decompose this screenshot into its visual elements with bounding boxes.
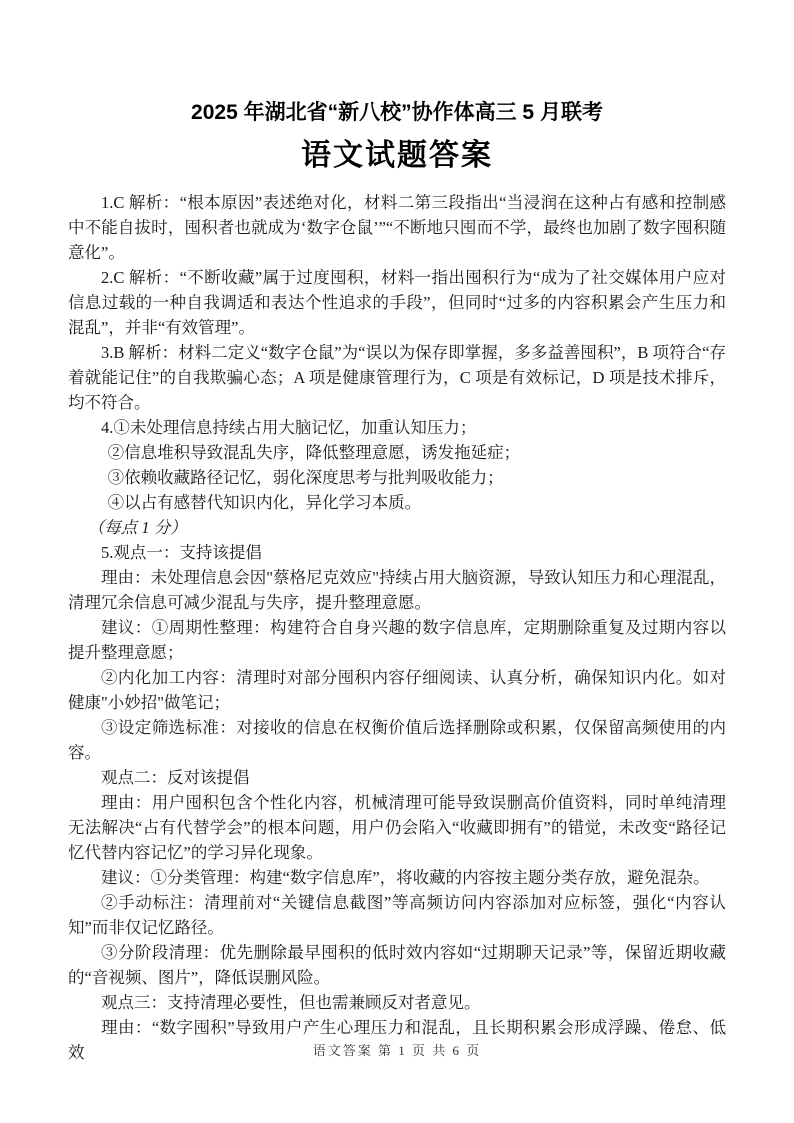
- answer-paragraph-20: 理由：“数字囤积”导致用户产生心理压力和混乱，且长期积累会形成浮躁、倦怠、低效: [68, 1018, 726, 1062]
- answer-paragraph-5: ②信息堆积导致混乱失序，降低整理意愿，诱发拖延症；: [107, 443, 521, 462]
- answer-paragraph-10: 理由：未处理信息会因"蔡格尼克效应"持续占用大脑资源，导致认知压力和心理混乱，清理冗余信息可减少混乱与失序，提升整理意愿。: [68, 568, 726, 612]
- answer-body: [68, 190, 726, 1065]
- answer-paragraph-4: 4.①未处理信息持续占用大脑记忆，加重认知压力；: [101, 418, 477, 437]
- page-title: 语文试题答案: [301, 139, 493, 172]
- answer-paragraph-17: ②手动标注：清理前对“关键信息截图”等高频访问内容添加对应标签，强化“内容认知”而非仅记忆路径。: [68, 893, 726, 937]
- answer-paragraph-13: ③设定筛选标准：对接收的信息在权衡价值后选择删除或积累，仅保留高频使用的内容。: [68, 718, 726, 762]
- answer-paragraph-15: 理由：用户囤积包含个性化内容，机械清理可能导致误删高价值资料，同时单纯清理无法解决“占有代替学会”的根本问题，用户仍会陷入“收藏即拥有”的错觉，未改变“路径记忆代替内容记忆”的学习异化现象。: [68, 793, 726, 862]
- answer-paragraph-12: ②内化加工内容：清理时对部分囤积内容仔细阅读、认真分析，确保知识内化。如对健康"小妙招"做笔记；: [68, 668, 726, 712]
- answer-paragraph-16: 建议：①分类管理：构建“数字信息库”，将收藏的内容按主题分类存放，避免混杂。: [101, 868, 710, 887]
- page-footer: 语文答案 第 1 页 共 6 页: [312, 1043, 482, 1058]
- exam-title: 2025 年湖北省“新八校”协作体高三 5 月联考: [191, 101, 603, 124]
- answer-paragraph-7: ④以占有感替代知识内化，异化学习本质。: [107, 493, 422, 512]
- answer-paragraph-6: ③依赖收藏路径记忆，弱化深度思考与批判吸收能力；: [107, 468, 504, 487]
- answer-paragraph-3: 3.B 解析：材料二定义“数字仓鼠”为“误以为保存即掌握，多多益善囤积”，B 项符合“存着就能记住”的自我欺骗心态；A 项是健康管理行为，C 项是有效标记，D 项是技术排斥，均不符合。: [68, 343, 726, 412]
- answer-paragraph-11: 建议：①周期性整理：构建符合自身兴趣的数字信息库，定期删除重复及过期内容以提升整理意愿；: [68, 618, 726, 662]
- answer-paragraph-1: 1.C 解析：“根本原因”表述绝对化，材料二第三段指出“当浸润在这种占有感和控制感中不能自拔时，囤积者也就成为‘数字仓鼠’”“不断地只囤而不学，最终也加剧了数字囤积随意化”。: [68, 193, 726, 262]
- answer-paragraph-2: 2.C 解析：“不断收藏”属于过度囤积，材料一指出囤积行为“成为了社交媒体用户应对信息过载的一种自我调适和表达个性追求的手段”，但同时“过多的内容积累会产生压力和混乱”，并非“有效管理”。: [68, 268, 726, 337]
- score-note: （每点 1 分）: [87, 518, 187, 537]
- answer-paragraph-9: 5.观点一：支持该提倡: [101, 543, 262, 562]
- answer-paragraph-14: 观点二：反对该提倡: [101, 768, 250, 787]
- answer-paragraph-19: 观点三：支持清理必要性，但也需兼顾反对者意见。: [101, 993, 481, 1012]
- answer-paragraph-18: ③分阶段清理：优先删除最早囤积的低时效内容如“过期聊天记录”等，保留近期收藏的“音视频、图片”，降低误删风险。: [68, 943, 726, 987]
